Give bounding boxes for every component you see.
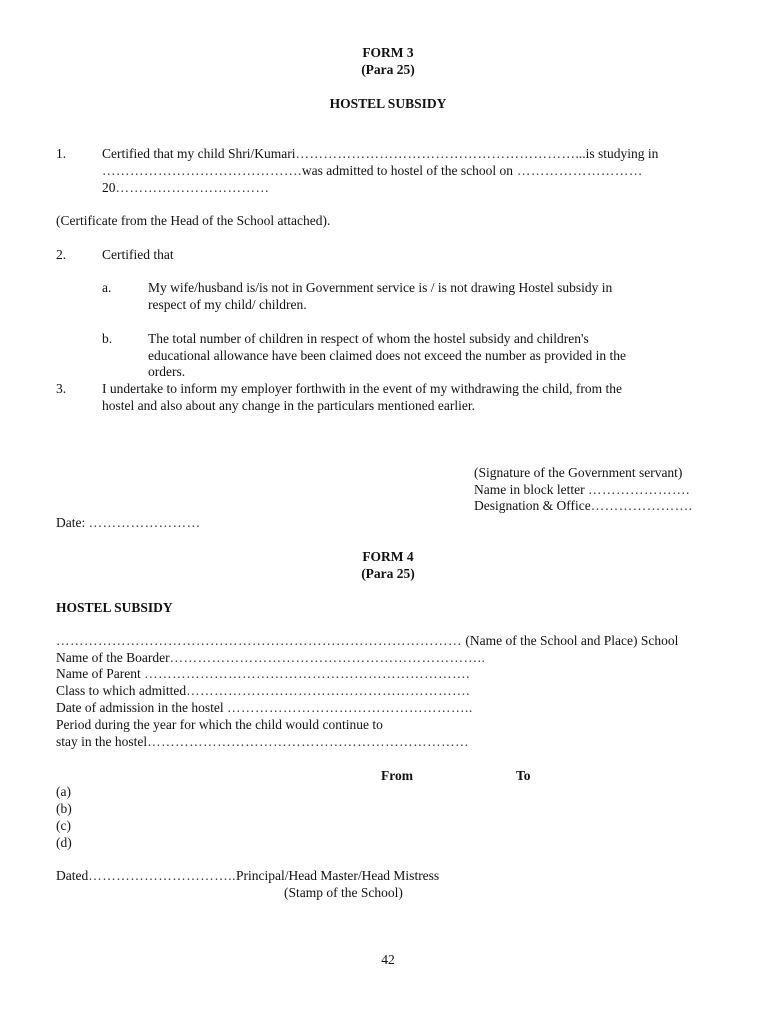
school-name-blank: ……………………………………………………………………………: [56, 633, 462, 648]
item1-date-blank: ………………………: [512, 163, 643, 178]
field-blank: …………………………………………………….: [186, 683, 470, 698]
row-label: (b): [56, 801, 72, 816]
to-column-header: To: [516, 768, 531, 783]
item1-line1-text: Certified that my child Shri/Kumari: [102, 146, 296, 161]
item1-line2: [102, 162, 643, 179]
period-blank: ……………………………………………………………: [147, 734, 470, 749]
form3-date-blank: ……………………: [88, 515, 201, 530]
dated-blank: …………………………..: [88, 868, 236, 883]
field-label: Name of Parent: [56, 666, 145, 681]
field-label: Date of admission in the hostel: [56, 700, 227, 715]
certificate-note: (Certificate from the Head of the School attached).: [56, 213, 331, 228]
from-column-header: From: [381, 768, 413, 783]
item2-text: Certified that: [102, 247, 174, 262]
item3-line1: I undertake to inform my employer forthwith in the event of my withdrawing the child, from the: [102, 381, 622, 396]
item2b-line2: educational allowance have been claimed does not exceed the number as provided in the: [148, 348, 626, 363]
item1-year-prefix: 20: [102, 180, 116, 195]
item2b-line1: The total number of children in respect of whom the hostel subsidy and children's: [148, 331, 589, 346]
form4-title: FORM 4: [362, 549, 414, 564]
item2a-line2: respect of my child/ children.: [148, 297, 307, 312]
designation-office-label: Designation & Office: [474, 498, 591, 513]
designation-office: [474, 497, 693, 514]
form3-para: (Para 25): [361, 62, 415, 77]
name-block-letter: [474, 481, 690, 498]
principal-label: Principal/Head Master/Head Mistress: [235, 868, 440, 883]
dated-label: Dated: [56, 868, 89, 883]
item2b-label: b.: [102, 331, 113, 346]
form3-date-label: Date:: [56, 515, 89, 530]
period-label: stay in the hostel: [56, 734, 148, 749]
row-label: (a): [56, 784, 71, 799]
form3-date: [56, 514, 201, 531]
school-name-label: (Name of the School and Place) School: [462, 633, 679, 648]
item1-line3: [102, 179, 270, 196]
row-label: (d): [56, 835, 72, 850]
dated-line: [56, 867, 439, 884]
item3-line2: hostel and also about any change in the particulars mentioned earlier.: [102, 398, 475, 413]
item2a-line1: My wife/husband is/is not in Government service is / is not drawing Hostel subsidy in: [148, 280, 613, 295]
item1-number: 1.: [56, 146, 67, 161]
period-line2: [56, 733, 469, 750]
name-block-letter-label: Name in block letter: [474, 482, 588, 497]
item1-line1: [102, 145, 658, 162]
field-admission-date: [56, 699, 473, 716]
row-label: (c): [56, 818, 71, 833]
item2-number: 2.: [56, 247, 67, 262]
school-name-line: [56, 632, 678, 649]
item3-number: 3.: [56, 381, 67, 396]
period-line1: Period during the year for which the child would continue to: [56, 717, 383, 732]
page-number: 42: [381, 952, 395, 967]
designation-office-blank: ………………….: [590, 498, 693, 513]
item2a-label: a.: [102, 280, 112, 295]
name-block-letter-blank: ………………….: [587, 482, 690, 497]
field-label: Name of the Boarder: [56, 650, 170, 665]
item1-school-blank: …………………………………….: [102, 163, 302, 178]
form3-heading: HOSTEL SUBSIDY: [329, 96, 447, 111]
signature-label: (Signature of the Government servant): [474, 465, 683, 480]
item2b-line3: orders.: [148, 364, 186, 379]
field-boarder-name: [56, 649, 485, 666]
field-blank: …………………………………………………………….: [144, 666, 470, 681]
item1-name-blank: ……………………………………………………: [295, 146, 576, 161]
field-blank: …………………………………………………………..: [169, 650, 486, 665]
field-parent-name: [56, 665, 470, 682]
form3-title: FORM 3: [362, 45, 414, 60]
item1-line2-text: was admitted to hostel of the school on: [301, 163, 513, 178]
stamp-label: (Stamp of the School): [284, 885, 403, 900]
field-blank: ……………………………………………..: [226, 700, 473, 715]
form4-heading: HOSTEL SUBSIDY: [56, 600, 173, 615]
field-class-admitted: [56, 682, 470, 699]
field-label: Class to which admitted: [56, 683, 187, 698]
item1-year-blank: ……………………………: [115, 180, 270, 195]
item1-line1-end: ...is studying in: [575, 146, 659, 161]
form4-para: (Para 25): [361, 566, 415, 581]
